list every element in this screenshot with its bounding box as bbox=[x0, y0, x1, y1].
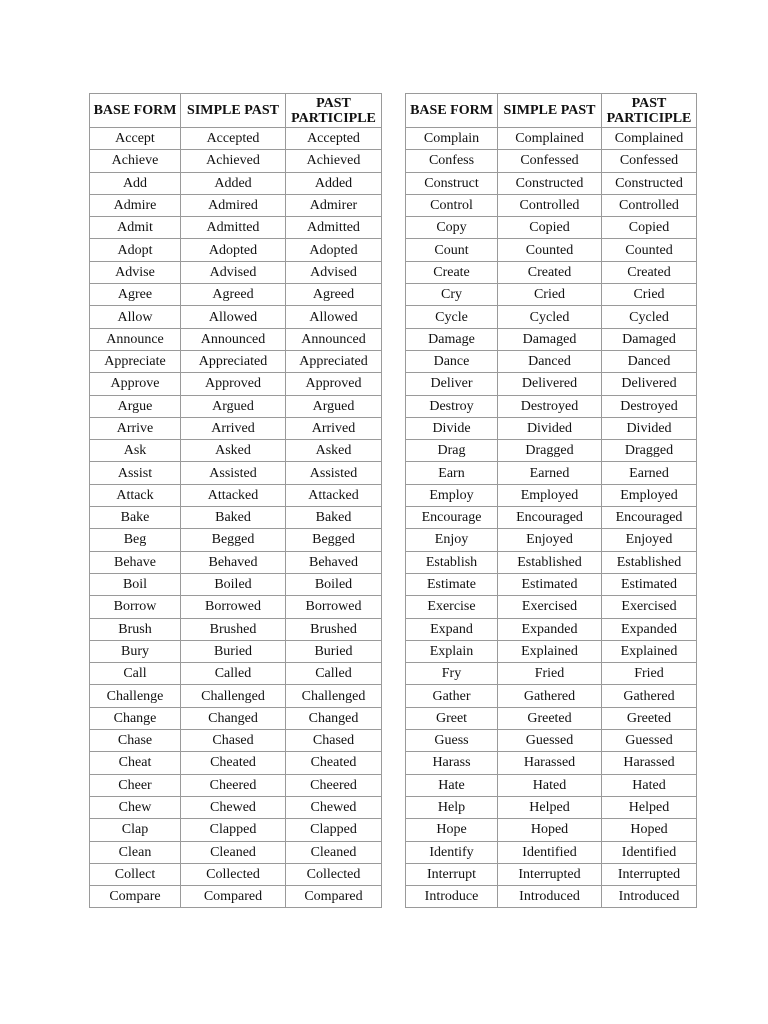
cell-simple-past: Chased bbox=[181, 730, 286, 752]
table-row bbox=[406, 395, 697, 417]
cell-past-participle: Danced bbox=[602, 350, 697, 372]
cell-past-participle: Exercised bbox=[602, 596, 697, 618]
cell-simple-past: Earned bbox=[498, 462, 602, 484]
cell-base-form: Clean bbox=[90, 841, 181, 863]
cell-simple-past: Behaved bbox=[181, 551, 286, 573]
table-row bbox=[406, 328, 697, 350]
cell-base-form: Earn bbox=[406, 462, 498, 484]
table-row bbox=[406, 261, 697, 283]
cell-past-participle: Accepted bbox=[286, 128, 382, 150]
header-past-participle: PAST PARTICIPLE bbox=[286, 94, 382, 128]
cell-simple-past: Borrowed bbox=[181, 596, 286, 618]
table-row bbox=[90, 529, 382, 551]
table-row bbox=[406, 685, 697, 707]
cell-simple-past: Approved bbox=[181, 373, 286, 395]
cell-base-form: Expand bbox=[406, 618, 498, 640]
cell-past-participle: Agreed bbox=[286, 284, 382, 306]
cell-base-form: Cycle bbox=[406, 306, 498, 328]
table-row bbox=[90, 730, 382, 752]
cell-base-form: Establish bbox=[406, 551, 498, 573]
cell-past-participle: Admitted bbox=[286, 217, 382, 239]
cell-base-form: Attack bbox=[90, 484, 181, 506]
cell-base-form: Change bbox=[90, 707, 181, 729]
table-row bbox=[406, 752, 697, 774]
table-row bbox=[90, 819, 382, 841]
table-row bbox=[90, 752, 382, 774]
cell-simple-past: Compared bbox=[181, 886, 286, 908]
header-row bbox=[90, 94, 382, 128]
header-row bbox=[406, 94, 697, 128]
cell-past-participle: Cleaned bbox=[286, 841, 382, 863]
cell-base-form: Brush bbox=[90, 618, 181, 640]
cell-simple-past: Delivered bbox=[498, 373, 602, 395]
cell-base-form: Count bbox=[406, 239, 498, 261]
table-row bbox=[406, 217, 697, 239]
cell-past-participle: Enjoyed bbox=[602, 529, 697, 551]
header-past-participle: PAST PARTICIPLE bbox=[602, 94, 697, 128]
cell-base-form: Admit bbox=[90, 217, 181, 239]
cell-simple-past: Helped bbox=[498, 796, 602, 818]
cell-past-participle: Introduced bbox=[602, 886, 697, 908]
cell-base-form: Allow bbox=[90, 306, 181, 328]
cell-simple-past: Accepted bbox=[181, 128, 286, 150]
cell-simple-past: Created bbox=[498, 261, 602, 283]
cell-past-participle: Brushed bbox=[286, 618, 382, 640]
cell-past-participle: Achieved bbox=[286, 150, 382, 172]
cell-simple-past: Appreciated bbox=[181, 350, 286, 372]
table-row bbox=[406, 796, 697, 818]
cell-base-form: Gather bbox=[406, 685, 498, 707]
cell-base-form: Interrupt bbox=[406, 863, 498, 885]
cell-past-participle: Greeted bbox=[602, 707, 697, 729]
cell-simple-past: Guessed bbox=[498, 730, 602, 752]
cell-simple-past: Fried bbox=[498, 663, 602, 685]
cell-simple-past: Challenged bbox=[181, 685, 286, 707]
cell-base-form: Chew bbox=[90, 796, 181, 818]
cell-simple-past: Expanded bbox=[498, 618, 602, 640]
table-row bbox=[406, 440, 697, 462]
cell-simple-past: Buried bbox=[181, 640, 286, 662]
cell-simple-past: Cycled bbox=[498, 306, 602, 328]
cell-base-form: Cheat bbox=[90, 752, 181, 774]
cell-base-form: Compare bbox=[90, 886, 181, 908]
table-row bbox=[406, 417, 697, 439]
table-row bbox=[90, 306, 382, 328]
cell-base-form: Bury bbox=[90, 640, 181, 662]
cell-base-form: Greet bbox=[406, 707, 498, 729]
cell-past-participle: Collected bbox=[286, 863, 382, 885]
cell-simple-past: Identified bbox=[498, 841, 602, 863]
table-row bbox=[90, 239, 382, 261]
table-row bbox=[406, 663, 697, 685]
cell-past-participle: Created bbox=[602, 261, 697, 283]
cell-base-form: Challenge bbox=[90, 685, 181, 707]
table-row bbox=[406, 172, 697, 194]
cell-base-form: Harass bbox=[406, 752, 498, 774]
table-row bbox=[90, 886, 382, 908]
table-row bbox=[406, 596, 697, 618]
cell-simple-past: Agreed bbox=[181, 284, 286, 306]
table-row bbox=[406, 284, 697, 306]
cell-base-form: Cheer bbox=[90, 774, 181, 796]
cell-simple-past: Cried bbox=[498, 284, 602, 306]
table-row bbox=[90, 596, 382, 618]
cell-base-form: Call bbox=[90, 663, 181, 685]
cell-past-participle: Constructed bbox=[602, 172, 697, 194]
cell-base-form: Hate bbox=[406, 774, 498, 796]
cell-base-form: Destroy bbox=[406, 395, 498, 417]
cell-simple-past: Encouraged bbox=[498, 507, 602, 529]
cell-base-form: Divide bbox=[406, 417, 498, 439]
cell-simple-past: Chewed bbox=[181, 796, 286, 818]
cell-base-form: Agree bbox=[90, 284, 181, 306]
cell-past-participle: Identified bbox=[602, 841, 697, 863]
table-row bbox=[406, 373, 697, 395]
table-row bbox=[406, 306, 697, 328]
table-row bbox=[90, 484, 382, 506]
table-row bbox=[406, 507, 697, 529]
cell-base-form: Encourage bbox=[406, 507, 498, 529]
cell-past-participle: Compared bbox=[286, 886, 382, 908]
cell-simple-past: Added bbox=[181, 172, 286, 194]
cell-base-form: Announce bbox=[90, 328, 181, 350]
cell-simple-past: Begged bbox=[181, 529, 286, 551]
cell-simple-past: Cleaned bbox=[181, 841, 286, 863]
cell-past-participle: Allowed bbox=[286, 306, 382, 328]
cell-past-participle: Challenged bbox=[286, 685, 382, 707]
cell-base-form: Employ bbox=[406, 484, 498, 506]
cell-past-participle: Guessed bbox=[602, 730, 697, 752]
cell-past-participle: Controlled bbox=[602, 194, 697, 216]
cell-simple-past: Hated bbox=[498, 774, 602, 796]
table-row bbox=[406, 239, 697, 261]
cell-simple-past: Admitted bbox=[181, 217, 286, 239]
cell-past-participle: Explained bbox=[602, 640, 697, 662]
table-row bbox=[406, 640, 697, 662]
cell-base-form: Adopt bbox=[90, 239, 181, 261]
cell-past-participle: Dragged bbox=[602, 440, 697, 462]
table-row bbox=[90, 128, 382, 150]
table-row bbox=[90, 507, 382, 529]
cell-simple-past: Destroyed bbox=[498, 395, 602, 417]
cell-base-form: Construct bbox=[406, 172, 498, 194]
cell-past-participle: Counted bbox=[602, 239, 697, 261]
table-row bbox=[90, 284, 382, 306]
cell-past-participle: Cycled bbox=[602, 306, 697, 328]
table-row bbox=[406, 863, 697, 885]
table-row bbox=[406, 128, 697, 150]
table-row bbox=[90, 707, 382, 729]
cell-past-participle: Boiled bbox=[286, 573, 382, 595]
cell-simple-past: Complained bbox=[498, 128, 602, 150]
verb-table-left bbox=[89, 93, 382, 908]
cell-base-form: Collect bbox=[90, 863, 181, 885]
cell-simple-past: Cheated bbox=[181, 752, 286, 774]
table-row bbox=[406, 730, 697, 752]
cell-past-participle: Asked bbox=[286, 440, 382, 462]
cell-past-participle: Fried bbox=[602, 663, 697, 685]
cell-past-participle: Complained bbox=[602, 128, 697, 150]
cell-simple-past: Brushed bbox=[181, 618, 286, 640]
cell-past-participle: Buried bbox=[286, 640, 382, 662]
table-row bbox=[90, 328, 382, 350]
cell-simple-past: Hoped bbox=[498, 819, 602, 841]
cell-simple-past: Damaged bbox=[498, 328, 602, 350]
cell-base-form: Borrow bbox=[90, 596, 181, 618]
cell-base-form: Achieve bbox=[90, 150, 181, 172]
cell-base-form: Add bbox=[90, 172, 181, 194]
cell-simple-past: Enjoyed bbox=[498, 529, 602, 551]
cell-simple-past: Assisted bbox=[181, 462, 286, 484]
cell-base-form: Estimate bbox=[406, 573, 498, 595]
table-row bbox=[90, 373, 382, 395]
table-row bbox=[406, 573, 697, 595]
cell-past-participle: Hated bbox=[602, 774, 697, 796]
cell-past-participle: Cheated bbox=[286, 752, 382, 774]
cell-base-form: Exercise bbox=[406, 596, 498, 618]
cell-past-participle: Gathered bbox=[602, 685, 697, 707]
cell-base-form: Fry bbox=[406, 663, 498, 685]
cell-base-form: Create bbox=[406, 261, 498, 283]
cell-past-participle: Expanded bbox=[602, 618, 697, 640]
table-row bbox=[90, 573, 382, 595]
table-row bbox=[90, 194, 382, 216]
cell-simple-past: Employed bbox=[498, 484, 602, 506]
cell-base-form: Behave bbox=[90, 551, 181, 573]
cell-past-participle: Hoped bbox=[602, 819, 697, 841]
cell-past-participle: Begged bbox=[286, 529, 382, 551]
table-row bbox=[406, 350, 697, 372]
table-row bbox=[90, 172, 382, 194]
cell-past-participle: Chewed bbox=[286, 796, 382, 818]
table-row bbox=[90, 841, 382, 863]
cell-base-form: Approve bbox=[90, 373, 181, 395]
cell-base-form: Deliver bbox=[406, 373, 498, 395]
table-row bbox=[406, 484, 697, 506]
table-row bbox=[90, 417, 382, 439]
cell-past-participle: Called bbox=[286, 663, 382, 685]
cell-simple-past: Arrived bbox=[181, 417, 286, 439]
cell-simple-past: Gathered bbox=[498, 685, 602, 707]
cell-base-form: Confess bbox=[406, 150, 498, 172]
cell-past-participle: Destroyed bbox=[602, 395, 697, 417]
header-simple-past: SIMPLE PAST bbox=[181, 94, 286, 128]
table-row bbox=[406, 841, 697, 863]
cell-simple-past: Interrupted bbox=[498, 863, 602, 885]
table-row bbox=[406, 194, 697, 216]
table-row bbox=[90, 863, 382, 885]
cell-simple-past: Constructed bbox=[498, 172, 602, 194]
cell-simple-past: Copied bbox=[498, 217, 602, 239]
cell-base-form: Hope bbox=[406, 819, 498, 841]
cell-simple-past: Achieved bbox=[181, 150, 286, 172]
table-row bbox=[90, 551, 382, 573]
table-row bbox=[90, 261, 382, 283]
cell-base-form: Argue bbox=[90, 395, 181, 417]
cell-simple-past: Exercised bbox=[498, 596, 602, 618]
cell-past-participle: Earned bbox=[602, 462, 697, 484]
cell-past-participle: Arrived bbox=[286, 417, 382, 439]
cell-past-participle: Chased bbox=[286, 730, 382, 752]
cell-base-form: Enjoy bbox=[406, 529, 498, 551]
cell-past-participle: Employed bbox=[602, 484, 697, 506]
cell-past-participle: Established bbox=[602, 551, 697, 573]
cell-base-form: Help bbox=[406, 796, 498, 818]
cell-simple-past: Asked bbox=[181, 440, 286, 462]
header-simple-past: SIMPLE PAST bbox=[498, 94, 602, 128]
cell-past-participle: Assisted bbox=[286, 462, 382, 484]
table-row bbox=[406, 707, 697, 729]
cell-past-participle: Divided bbox=[602, 417, 697, 439]
cell-past-participle: Encouraged bbox=[602, 507, 697, 529]
cell-simple-past: Collected bbox=[181, 863, 286, 885]
cell-simple-past: Harassed bbox=[498, 752, 602, 774]
cell-past-participle: Borrowed bbox=[286, 596, 382, 618]
table-row bbox=[90, 150, 382, 172]
table-row bbox=[406, 618, 697, 640]
table-row bbox=[90, 685, 382, 707]
cell-simple-past: Changed bbox=[181, 707, 286, 729]
cell-base-form: Ask bbox=[90, 440, 181, 462]
cell-base-form: Assist bbox=[90, 462, 181, 484]
table-row bbox=[406, 462, 697, 484]
cell-past-participle: Cheered bbox=[286, 774, 382, 796]
cell-base-form: Beg bbox=[90, 529, 181, 551]
table-row bbox=[90, 640, 382, 662]
cell-simple-past: Attacked bbox=[181, 484, 286, 506]
cell-simple-past: Admired bbox=[181, 194, 286, 216]
cell-base-form: Identify bbox=[406, 841, 498, 863]
cell-base-form: Guess bbox=[406, 730, 498, 752]
cell-simple-past: Confessed bbox=[498, 150, 602, 172]
cell-past-participle: Approved bbox=[286, 373, 382, 395]
cell-past-participle: Harassed bbox=[602, 752, 697, 774]
cell-simple-past: Estimated bbox=[498, 573, 602, 595]
table-row bbox=[406, 886, 697, 908]
table-row bbox=[406, 150, 697, 172]
cell-past-participle: Copied bbox=[602, 217, 697, 239]
verb-table-right bbox=[405, 93, 697, 908]
cell-past-participle: Admirer bbox=[286, 194, 382, 216]
cell-past-participle: Interrupted bbox=[602, 863, 697, 885]
table-row bbox=[90, 663, 382, 685]
cell-simple-past: Adopted bbox=[181, 239, 286, 261]
table-row bbox=[90, 395, 382, 417]
cell-past-participle: Argued bbox=[286, 395, 382, 417]
table-row bbox=[406, 551, 697, 573]
cell-simple-past: Explained bbox=[498, 640, 602, 662]
cell-base-form: Control bbox=[406, 194, 498, 216]
cell-past-participle: Behaved bbox=[286, 551, 382, 573]
cell-past-participle: Clapped bbox=[286, 819, 382, 841]
cell-simple-past: Divided bbox=[498, 417, 602, 439]
table-row bbox=[406, 529, 697, 551]
table-row bbox=[90, 796, 382, 818]
cell-past-participle: Delivered bbox=[602, 373, 697, 395]
cell-past-participle: Appreciated bbox=[286, 350, 382, 372]
cell-simple-past: Boiled bbox=[181, 573, 286, 595]
cell-past-participle: Attacked bbox=[286, 484, 382, 506]
cell-simple-past: Clapped bbox=[181, 819, 286, 841]
table-row bbox=[90, 440, 382, 462]
cell-past-participle: Adopted bbox=[286, 239, 382, 261]
cell-base-form: Accept bbox=[90, 128, 181, 150]
cell-past-participle: Damaged bbox=[602, 328, 697, 350]
cell-base-form: Dance bbox=[406, 350, 498, 372]
cell-past-participle: Announced bbox=[286, 328, 382, 350]
cell-simple-past: Announced bbox=[181, 328, 286, 350]
cell-base-form: Complain bbox=[406, 128, 498, 150]
cell-base-form: Clap bbox=[90, 819, 181, 841]
cell-base-form: Introduce bbox=[406, 886, 498, 908]
table-row bbox=[90, 774, 382, 796]
table-row bbox=[90, 350, 382, 372]
cell-base-form: Cry bbox=[406, 284, 498, 306]
cell-base-form: Advise bbox=[90, 261, 181, 283]
cell-base-form: Arrive bbox=[90, 417, 181, 439]
cell-past-participle: Advised bbox=[286, 261, 382, 283]
cell-simple-past: Advised bbox=[181, 261, 286, 283]
cell-past-participle: Changed bbox=[286, 707, 382, 729]
cell-base-form: Boil bbox=[90, 573, 181, 595]
cell-base-form: Chase bbox=[90, 730, 181, 752]
header-base-form: BASE FORM bbox=[90, 94, 181, 128]
cell-base-form: Explain bbox=[406, 640, 498, 662]
cell-base-form: Damage bbox=[406, 328, 498, 350]
cell-base-form: Drag bbox=[406, 440, 498, 462]
cell-simple-past: Counted bbox=[498, 239, 602, 261]
cell-simple-past: Controlled bbox=[498, 194, 602, 216]
cell-past-participle: Added bbox=[286, 172, 382, 194]
cell-simple-past: Introduced bbox=[498, 886, 602, 908]
cell-simple-past: Greeted bbox=[498, 707, 602, 729]
table-row bbox=[90, 618, 382, 640]
cell-past-participle: Helped bbox=[602, 796, 697, 818]
cell-past-participle: Estimated bbox=[602, 573, 697, 595]
table-row bbox=[406, 819, 697, 841]
cell-past-participle: Confessed bbox=[602, 150, 697, 172]
cell-base-form: Admire bbox=[90, 194, 181, 216]
cell-past-participle: Baked bbox=[286, 507, 382, 529]
cell-simple-past: Danced bbox=[498, 350, 602, 372]
cell-past-participle: Cried bbox=[602, 284, 697, 306]
cell-simple-past: Baked bbox=[181, 507, 286, 529]
table-row bbox=[90, 217, 382, 239]
table-row bbox=[406, 774, 697, 796]
cell-simple-past: Allowed bbox=[181, 306, 286, 328]
header-base-form: BASE FORM bbox=[406, 94, 498, 128]
cell-base-form: Bake bbox=[90, 507, 181, 529]
cell-simple-past: Established bbox=[498, 551, 602, 573]
cell-simple-past: Cheered bbox=[181, 774, 286, 796]
cell-base-form: Appreciate bbox=[90, 350, 181, 372]
table-row bbox=[90, 462, 382, 484]
cell-base-form: Copy bbox=[406, 217, 498, 239]
cell-simple-past: Dragged bbox=[498, 440, 602, 462]
cell-simple-past: Argued bbox=[181, 395, 286, 417]
cell-simple-past: Called bbox=[181, 663, 286, 685]
